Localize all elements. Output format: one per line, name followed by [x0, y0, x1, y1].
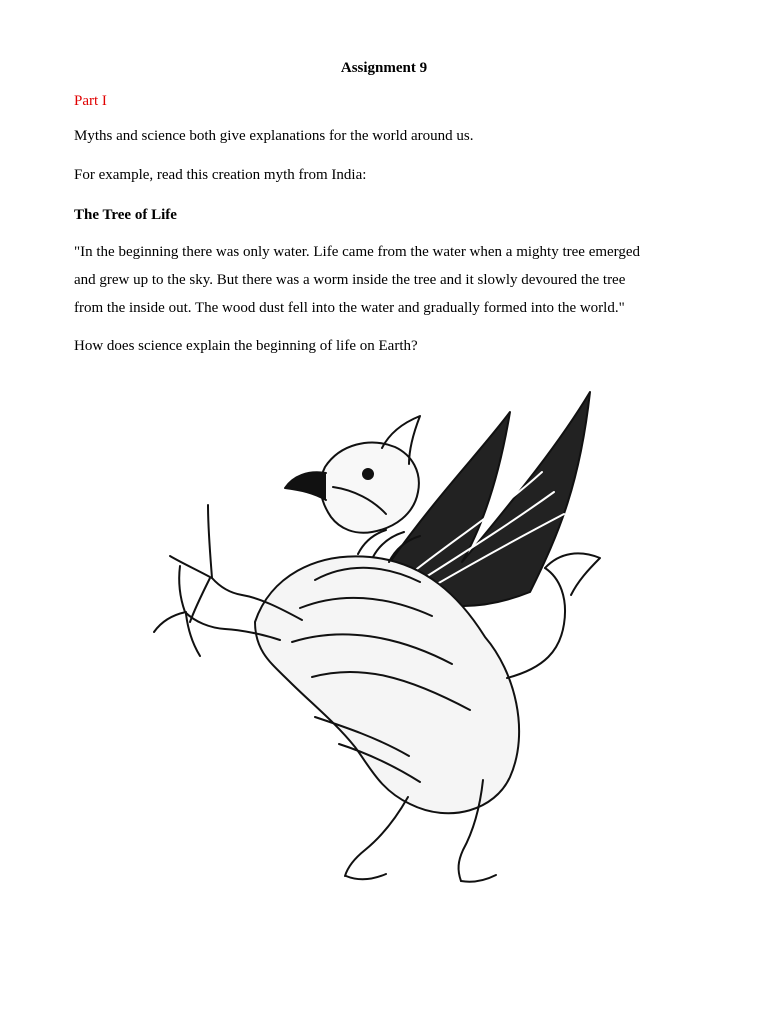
myth-line-3: from the inside out. The wood dust fell into the water and gradually formed into the world." [74, 300, 625, 316]
part-heading: Part I [74, 93, 107, 109]
griffin-illustration [150, 372, 620, 892]
intro-paragraph: Myths and science both give explanations for the world around us. [74, 128, 474, 144]
myth-title: The Tree of Life [74, 207, 177, 223]
myth-line-1: "In the beginning there was only water. Life came from the water when a mighty tree emerged [74, 244, 641, 260]
myth-line-2: and grew up to the sky. But there was a worm inside the tree and it slowly devoured the tree [74, 272, 626, 288]
science-question: How does science explain the beginning of life on Earth? [74, 338, 418, 354]
example-paragraph: For example, read this creation myth from India: [74, 167, 367, 183]
assignment-title: Assignment 9 [340, 60, 428, 76]
